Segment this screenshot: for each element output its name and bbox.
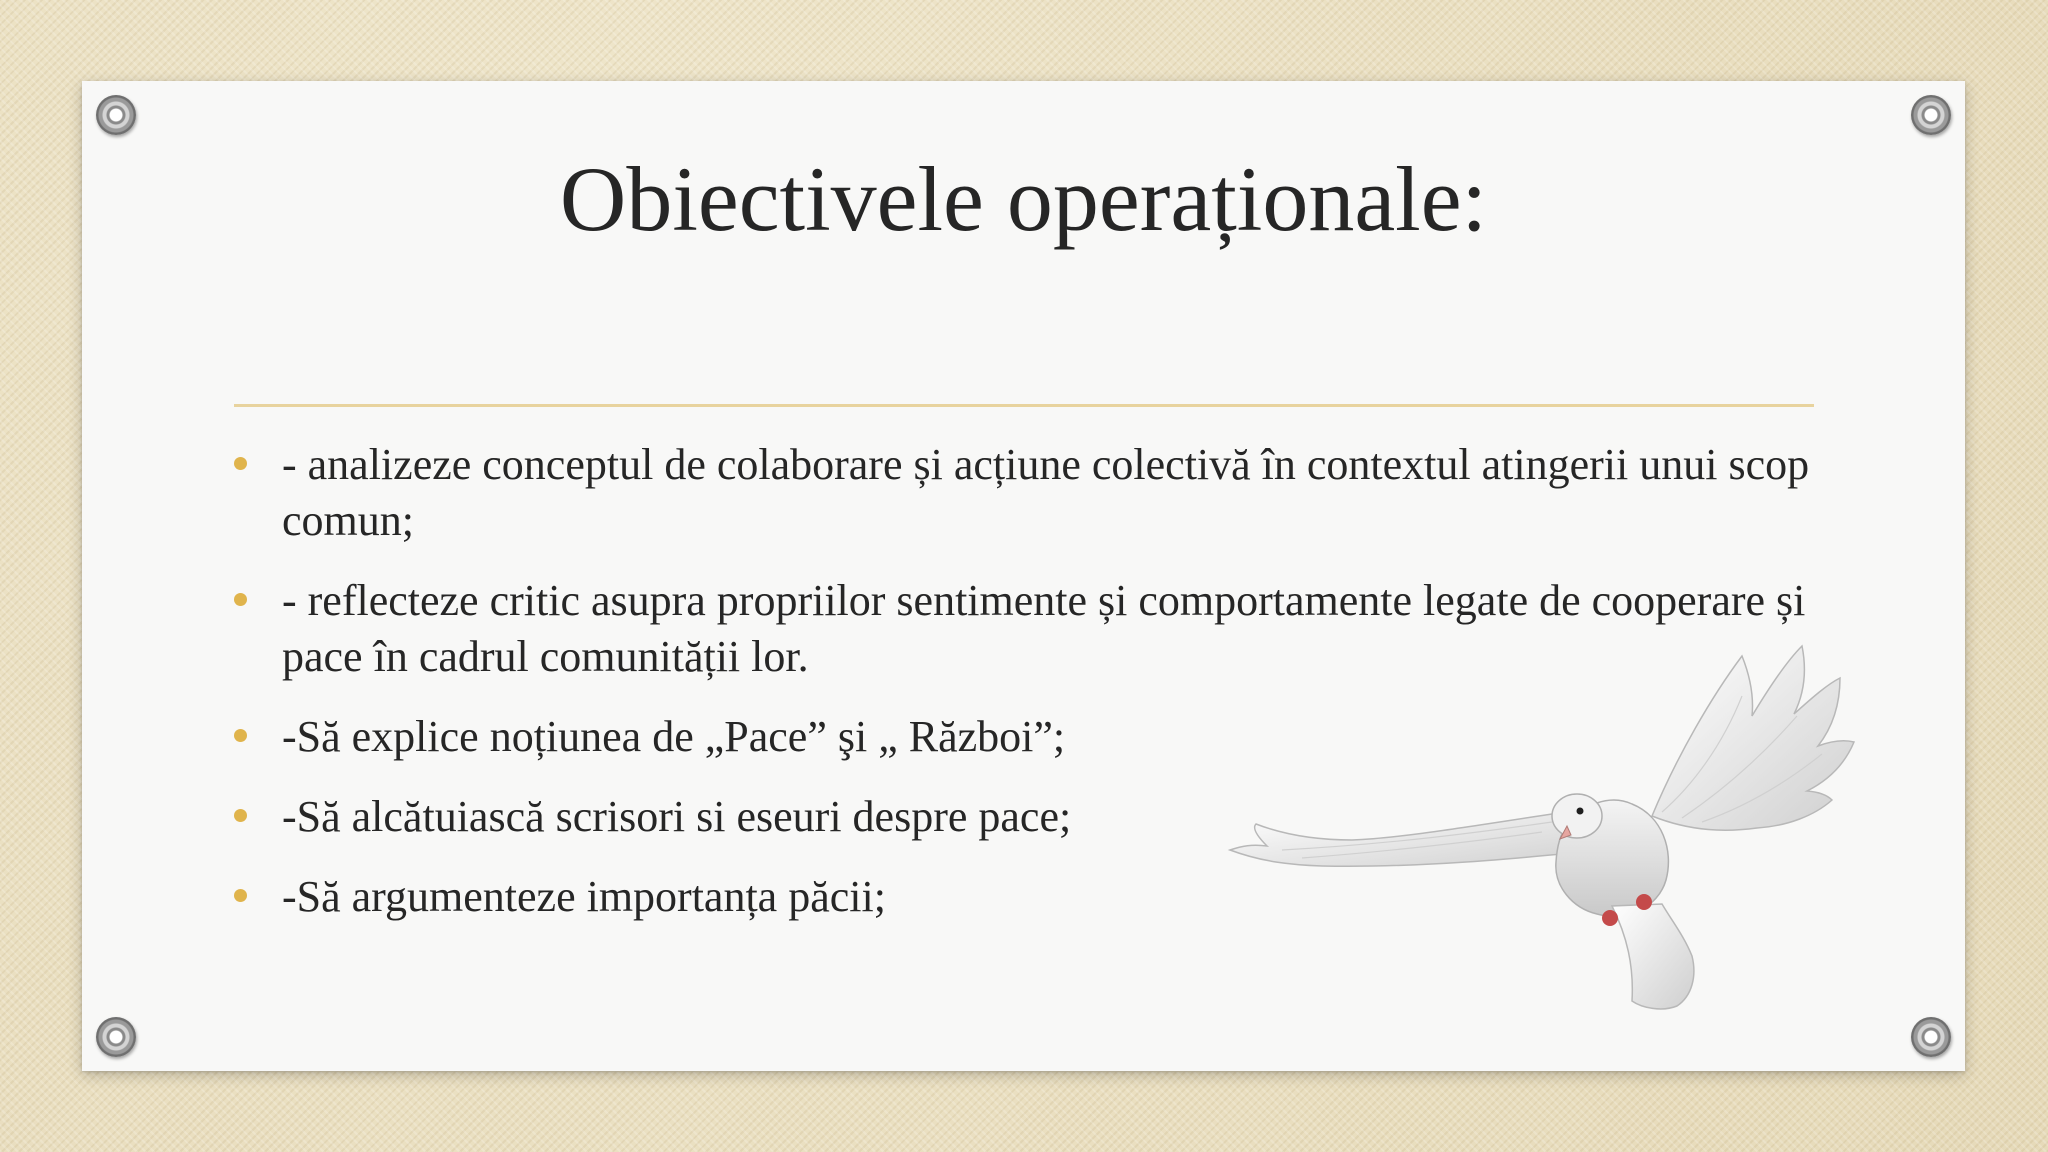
slide-title: Obiectivele operaționale:	[559, 148, 1488, 250]
list-item-text: - reflecteze critic asupra propriilor sentimente și comportamente legate de cooperare și pace în cadrul comunității lor.	[282, 576, 1806, 681]
bullet-dot-icon	[234, 457, 247, 470]
slide	[82, 81, 1965, 1071]
list-item	[232, 437, 1872, 549]
grommet-icon	[96, 1017, 136, 1057]
bullet-dot-icon	[234, 729, 247, 742]
list-item-text: -Să explice noțiunea de „Pace” şi „ Război”;	[282, 712, 1066, 761]
bullet-dot-icon	[234, 889, 247, 902]
list-item-text: -Să alcătuiască scrisori si eseuri despre pace;	[282, 792, 1072, 841]
list-item-text: -Să argumenteze importanța păcii;	[282, 872, 886, 921]
dove-image	[1222, 636, 1882, 1076]
bullet-dot-icon	[234, 809, 247, 822]
grommet-icon	[1911, 95, 1951, 135]
title-divider	[234, 404, 1814, 407]
list-item-text: - analizeze conceptul de colaborare și acțiune colectivă în contextul atingerii unui scop comun;	[282, 440, 1810, 545]
bullet-dot-icon	[234, 593, 247, 606]
grommet-icon	[1911, 1017, 1951, 1057]
grommet-icon	[96, 95, 136, 135]
